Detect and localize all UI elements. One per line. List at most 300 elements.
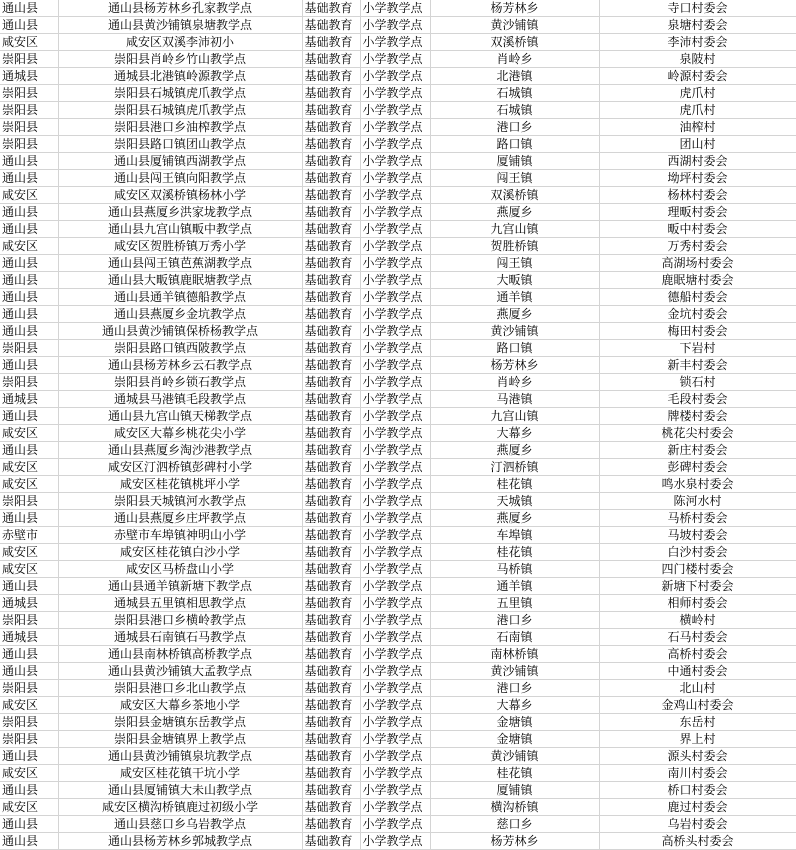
category-cell[interactable]: 基础教育: [302, 544, 360, 561]
school-name-cell[interactable]: 崇阳县港口乡横岭教学点: [58, 612, 302, 629]
type-cell[interactable]: 小学教学点: [360, 680, 430, 697]
school-name-cell[interactable]: 通山县通羊镇德船教学点: [58, 289, 302, 306]
county-cell[interactable]: 咸安区: [0, 476, 58, 493]
type-cell[interactable]: 小学教学点: [360, 612, 430, 629]
village-cell[interactable]: 横岭村: [599, 612, 796, 629]
category-cell[interactable]: 基础教育: [302, 357, 360, 374]
county-cell[interactable]: 通山县: [0, 221, 58, 238]
type-cell[interactable]: 小学教学点: [360, 255, 430, 272]
town-cell[interactable]: 通羊镇: [430, 289, 599, 306]
school-name-cell[interactable]: 咸安区双溪桥镇杨林小学: [58, 187, 302, 204]
category-cell[interactable]: 基础教育: [302, 85, 360, 102]
county-cell[interactable]: 崇阳县: [0, 85, 58, 102]
town-cell[interactable]: 厦铺镇: [430, 153, 599, 170]
type-cell[interactable]: 小学教学点: [360, 782, 430, 799]
county-cell[interactable]: 崇阳县: [0, 731, 58, 748]
type-cell[interactable]: 小学教学点: [360, 357, 430, 374]
school-name-cell[interactable]: 通山县慈口乡乌岩教学点: [58, 816, 302, 833]
town-cell[interactable]: 黄沙铺镇: [430, 323, 599, 340]
county-cell[interactable]: 咸安区: [0, 765, 58, 782]
type-cell[interactable]: 小学教学点: [360, 527, 430, 544]
type-cell[interactable]: 小学教学点: [360, 748, 430, 765]
category-cell[interactable]: 基础教育: [302, 255, 360, 272]
village-cell[interactable]: 德船村委会: [599, 289, 796, 306]
village-cell[interactable]: 源头村委会: [599, 748, 796, 765]
school-name-cell[interactable]: 咸安区双溪李沛初小: [58, 34, 302, 51]
category-cell[interactable]: 基础教育: [302, 34, 360, 51]
school-name-cell[interactable]: 崇阳县港口乡油榨教学点: [58, 119, 302, 136]
county-cell[interactable]: 崇阳县: [0, 340, 58, 357]
town-cell[interactable]: 石城镇: [430, 102, 599, 119]
type-cell[interactable]: 小学教学点: [360, 799, 430, 816]
county-cell[interactable]: 通城县: [0, 595, 58, 612]
town-cell[interactable]: 大幕乡: [430, 425, 599, 442]
county-cell[interactable]: 咸安区: [0, 34, 58, 51]
school-name-cell[interactable]: 通山县杨芳林乡郭城教学点: [58, 833, 302, 850]
town-cell[interactable]: 港口乡: [430, 680, 599, 697]
school-name-cell[interactable]: 咸安区横沟桥镇鹿过初级小学: [58, 799, 302, 816]
village-cell[interactable]: 鸣水泉村委会: [599, 476, 796, 493]
type-cell[interactable]: 小学教学点: [360, 459, 430, 476]
town-cell[interactable]: 金塘镇: [430, 731, 599, 748]
category-cell[interactable]: 基础教育: [302, 102, 360, 119]
county-cell[interactable]: 通城县: [0, 629, 58, 646]
type-cell[interactable]: 小学教学点: [360, 595, 430, 612]
type-cell[interactable]: 小学教学点: [360, 544, 430, 561]
village-cell[interactable]: 高桥村委会: [599, 646, 796, 663]
school-name-cell[interactable]: 通山县燕厦乡洪家垅教学点: [58, 204, 302, 221]
type-cell[interactable]: 小学教学点: [360, 51, 430, 68]
type-cell[interactable]: 小学教学点: [360, 425, 430, 442]
type-cell[interactable]: 小学教学点: [360, 68, 430, 85]
county-cell[interactable]: 通山县: [0, 0, 58, 17]
type-cell[interactable]: 小学教学点: [360, 493, 430, 510]
town-cell[interactable]: 厦铺镇: [430, 782, 599, 799]
village-cell[interactable]: 万秀村委会: [599, 238, 796, 255]
village-cell[interactable]: 油榨村: [599, 119, 796, 136]
category-cell[interactable]: 基础教育: [302, 510, 360, 527]
school-name-cell[interactable]: 通山县厦铺镇西湖教学点: [58, 153, 302, 170]
type-cell[interactable]: 小学教学点: [360, 153, 430, 170]
county-cell[interactable]: 通山县: [0, 442, 58, 459]
school-name-cell[interactable]: 咸安区贺胜桥镇万秀小学: [58, 238, 302, 255]
school-name-cell[interactable]: 通山县通羊镇新塘下教学点: [58, 578, 302, 595]
town-cell[interactable]: 车埠镇: [430, 527, 599, 544]
county-cell[interactable]: 咸安区: [0, 799, 58, 816]
county-cell[interactable]: 咸安区: [0, 238, 58, 255]
village-cell[interactable]: 南川村委会: [599, 765, 796, 782]
type-cell[interactable]: 小学教学点: [360, 17, 430, 34]
village-cell[interactable]: 桃花尖村委会: [599, 425, 796, 442]
type-cell[interactable]: 小学教学点: [360, 833, 430, 850]
school-name-cell[interactable]: 通山县厦铺镇大未山教学点: [58, 782, 302, 799]
school-name-cell[interactable]: 通城县北港镇岭源教学点: [58, 68, 302, 85]
village-cell[interactable]: 马坡村委会: [599, 527, 796, 544]
type-cell[interactable]: 小学教学点: [360, 697, 430, 714]
category-cell[interactable]: 基础教育: [302, 595, 360, 612]
county-cell[interactable]: 通山县: [0, 510, 58, 527]
county-cell[interactable]: 崇阳县: [0, 493, 58, 510]
school-name-cell[interactable]: 崇阳县港口乡北山教学点: [58, 680, 302, 697]
county-cell[interactable]: 咸安区: [0, 561, 58, 578]
type-cell[interactable]: 小学教学点: [360, 391, 430, 408]
town-cell[interactable]: 燕厦乡: [430, 510, 599, 527]
category-cell[interactable]: 基础教育: [302, 646, 360, 663]
town-cell[interactable]: 九宫山镇: [430, 221, 599, 238]
category-cell[interactable]: 基础教育: [302, 119, 360, 136]
county-cell[interactable]: 赤壁市: [0, 527, 58, 544]
category-cell[interactable]: 基础教育: [302, 442, 360, 459]
school-name-cell[interactable]: 通山县九宫山镇天梯教学点: [58, 408, 302, 425]
type-cell[interactable]: 小学教学点: [360, 374, 430, 391]
category-cell[interactable]: 基础教育: [302, 833, 360, 850]
village-cell[interactable]: 桥口村委会: [599, 782, 796, 799]
county-cell[interactable]: 崇阳县: [0, 51, 58, 68]
type-cell[interactable]: 小学教学点: [360, 272, 430, 289]
category-cell[interactable]: 基础教育: [302, 187, 360, 204]
village-cell[interactable]: 畈中村委会: [599, 221, 796, 238]
type-cell[interactable]: 小学教学点: [360, 816, 430, 833]
county-cell[interactable]: 崇阳县: [0, 714, 58, 731]
town-cell[interactable]: 港口乡: [430, 119, 599, 136]
type-cell[interactable]: 小学教学点: [360, 629, 430, 646]
village-cell[interactable]: 石马村委会: [599, 629, 796, 646]
county-cell[interactable]: 崇阳县: [0, 102, 58, 119]
village-cell[interactable]: 虎爪村: [599, 102, 796, 119]
category-cell[interactable]: 基础教育: [302, 51, 360, 68]
school-name-cell[interactable]: 崇阳县金塘镇界上教学点: [58, 731, 302, 748]
county-cell[interactable]: 通山县: [0, 170, 58, 187]
town-cell[interactable]: 大畈镇: [430, 272, 599, 289]
school-name-cell[interactable]: 崇阳县金塘镇东岳教学点: [58, 714, 302, 731]
type-cell[interactable]: 小学教学点: [360, 578, 430, 595]
type-cell[interactable]: 小学教学点: [360, 238, 430, 255]
type-cell[interactable]: 小学教学点: [360, 476, 430, 493]
category-cell[interactable]: 基础教育: [302, 697, 360, 714]
village-cell[interactable]: 高湖场村委会: [599, 255, 796, 272]
town-cell[interactable]: 黄沙铺镇: [430, 663, 599, 680]
county-cell[interactable]: 通山县: [0, 306, 58, 323]
town-cell[interactable]: 横沟桥镇: [430, 799, 599, 816]
school-name-cell[interactable]: 崇阳县肖岭乡锁石教学点: [58, 374, 302, 391]
school-name-cell[interactable]: 崇阳县路口镇西陂教学点: [58, 340, 302, 357]
county-cell[interactable]: 通山县: [0, 646, 58, 663]
school-name-cell[interactable]: 赤壁市车埠镇神明山小学: [58, 527, 302, 544]
village-cell[interactable]: 牌楼村委会: [599, 408, 796, 425]
school-name-cell[interactable]: 崇阳县石城镇虎爪教学点: [58, 85, 302, 102]
school-name-cell[interactable]: 通城县五里镇相思教学点: [58, 595, 302, 612]
type-cell[interactable]: 小学教学点: [360, 561, 430, 578]
town-cell[interactable]: 闯王镇: [430, 255, 599, 272]
town-cell[interactable]: 贺胜桥镇: [430, 238, 599, 255]
village-cell[interactable]: 梅田村委会: [599, 323, 796, 340]
category-cell[interactable]: 基础教育: [302, 765, 360, 782]
county-cell[interactable]: 通山县: [0, 323, 58, 340]
category-cell[interactable]: 基础教育: [302, 204, 360, 221]
type-cell[interactable]: 小学教学点: [360, 323, 430, 340]
type-cell[interactable]: 小学教学点: [360, 340, 430, 357]
type-cell[interactable]: 小学教学点: [360, 408, 430, 425]
school-name-cell[interactable]: 通山县燕厦乡金坑教学点: [58, 306, 302, 323]
type-cell[interactable]: 小学教学点: [360, 646, 430, 663]
town-cell[interactable]: 石南镇: [430, 629, 599, 646]
town-cell[interactable]: 天城镇: [430, 493, 599, 510]
town-cell[interactable]: 闯王镇: [430, 170, 599, 187]
category-cell[interactable]: 基础教育: [302, 374, 360, 391]
village-cell[interactable]: 东岳村: [599, 714, 796, 731]
category-cell[interactable]: 基础教育: [302, 459, 360, 476]
town-cell[interactable]: 通羊镇: [430, 578, 599, 595]
type-cell[interactable]: 小学教学点: [360, 119, 430, 136]
category-cell[interactable]: 基础教育: [302, 425, 360, 442]
school-name-cell[interactable]: 咸安区桂花镇干坑小学: [58, 765, 302, 782]
type-cell[interactable]: 小学教学点: [360, 136, 430, 153]
village-cell[interactable]: 杨林村委会: [599, 187, 796, 204]
village-cell[interactable]: 高桥头村委会: [599, 833, 796, 850]
village-cell[interactable]: 泉塘村委会: [599, 17, 796, 34]
school-name-cell[interactable]: 通山县南林桥镇高桥教学点: [58, 646, 302, 663]
county-cell[interactable]: 通山县: [0, 663, 58, 680]
village-cell[interactable]: 界上村: [599, 731, 796, 748]
school-name-cell[interactable]: 咸安区桂花镇桃坪小学: [58, 476, 302, 493]
town-cell[interactable]: 慈口乡: [430, 816, 599, 833]
category-cell[interactable]: 基础教育: [302, 527, 360, 544]
county-cell[interactable]: 通山县: [0, 357, 58, 374]
town-cell[interactable]: 肖岭乡: [430, 51, 599, 68]
category-cell[interactable]: 基础教育: [302, 816, 360, 833]
category-cell[interactable]: 基础教育: [302, 748, 360, 765]
county-cell[interactable]: 通山县: [0, 153, 58, 170]
school-name-cell[interactable]: 通城县石南镇石马教学点: [58, 629, 302, 646]
county-cell[interactable]: 崇阳县: [0, 612, 58, 629]
category-cell[interactable]: 基础教育: [302, 153, 360, 170]
town-cell[interactable]: 南林桥镇: [430, 646, 599, 663]
county-cell[interactable]: 通山县: [0, 204, 58, 221]
town-cell[interactable]: 北港镇: [430, 68, 599, 85]
village-cell[interactable]: 坳坪村委会: [599, 170, 796, 187]
school-name-cell[interactable]: 通山县闯王镇芭蕉湖教学点: [58, 255, 302, 272]
school-name-cell[interactable]: 崇阳县路口镇团山教学点: [58, 136, 302, 153]
school-name-cell[interactable]: 咸安区马桥盘山小学: [58, 561, 302, 578]
school-name-cell[interactable]: 咸安区汀泗桥镇彭碑村小学: [58, 459, 302, 476]
town-cell[interactable]: 肖岭乡: [430, 374, 599, 391]
village-cell[interactable]: 新塘下村委会: [599, 578, 796, 595]
town-cell[interactable]: 燕厦乡: [430, 306, 599, 323]
county-cell[interactable]: 通城县: [0, 391, 58, 408]
village-cell[interactable]: 团山村: [599, 136, 796, 153]
town-cell[interactable]: 马桥镇: [430, 561, 599, 578]
category-cell[interactable]: 基础教育: [302, 238, 360, 255]
village-cell[interactable]: 毛段村委会: [599, 391, 796, 408]
county-cell[interactable]: 咸安区: [0, 544, 58, 561]
school-name-cell[interactable]: 咸安区桂花镇白沙小学: [58, 544, 302, 561]
county-cell[interactable]: 通山县: [0, 272, 58, 289]
town-cell[interactable]: 港口乡: [430, 612, 599, 629]
school-name-cell[interactable]: 通山县杨芳林乡孔家教学点: [58, 0, 302, 17]
town-cell[interactable]: 马港镇: [430, 391, 599, 408]
county-cell[interactable]: 通山县: [0, 578, 58, 595]
town-cell[interactable]: 燕厦乡: [430, 204, 599, 221]
category-cell[interactable]: 基础教育: [302, 680, 360, 697]
town-cell[interactable]: 九宫山镇: [430, 408, 599, 425]
town-cell[interactable]: 金塘镇: [430, 714, 599, 731]
village-cell[interactable]: 金坑村委会: [599, 306, 796, 323]
category-cell[interactable]: 基础教育: [302, 714, 360, 731]
school-name-cell[interactable]: 通山县闯王镇向阳教学点: [58, 170, 302, 187]
town-cell[interactable]: 燕厦乡: [430, 442, 599, 459]
town-cell[interactable]: 杨芳林乡: [430, 357, 599, 374]
type-cell[interactable]: 小学教学点: [360, 187, 430, 204]
type-cell[interactable]: 小学教学点: [360, 510, 430, 527]
school-name-cell[interactable]: 通山县黄沙铺镇泉塘教学点: [58, 17, 302, 34]
category-cell[interactable]: 基础教育: [302, 68, 360, 85]
village-cell[interactable]: 乌岩村委会: [599, 816, 796, 833]
county-cell[interactable]: 崇阳县: [0, 680, 58, 697]
town-cell[interactable]: 桂花镇: [430, 765, 599, 782]
type-cell[interactable]: 小学教学点: [360, 85, 430, 102]
category-cell[interactable]: 基础教育: [302, 289, 360, 306]
category-cell[interactable]: 基础教育: [302, 391, 360, 408]
category-cell[interactable]: 基础教育: [302, 578, 360, 595]
county-cell[interactable]: 咸安区: [0, 459, 58, 476]
county-cell[interactable]: 通山县: [0, 816, 58, 833]
school-name-cell[interactable]: 咸安区大幕乡桃花尖小学: [58, 425, 302, 442]
category-cell[interactable]: 基础教育: [302, 493, 360, 510]
village-cell[interactable]: 虎爪村: [599, 85, 796, 102]
county-cell[interactable]: 崇阳县: [0, 119, 58, 136]
school-name-cell[interactable]: 通山县燕厦乡淘沙港教学点: [58, 442, 302, 459]
village-cell[interactable]: 锁石村: [599, 374, 796, 391]
type-cell[interactable]: 小学教学点: [360, 204, 430, 221]
type-cell[interactable]: 小学教学点: [360, 306, 430, 323]
village-cell[interactable]: 相师村委会: [599, 595, 796, 612]
category-cell[interactable]: 基础教育: [302, 323, 360, 340]
town-cell[interactable]: 路口镇: [430, 136, 599, 153]
village-cell[interactable]: 陈河水村: [599, 493, 796, 510]
village-cell[interactable]: 寺口村委会: [599, 0, 796, 17]
town-cell[interactable]: 桂花镇: [430, 544, 599, 561]
village-cell[interactable]: 李沛村委会: [599, 34, 796, 51]
category-cell[interactable]: 基础教育: [302, 782, 360, 799]
county-cell[interactable]: 通山县: [0, 748, 58, 765]
type-cell[interactable]: 小学教学点: [360, 714, 430, 731]
town-cell[interactable]: 五里镇: [430, 595, 599, 612]
village-cell[interactable]: 岭源村委会: [599, 68, 796, 85]
village-cell[interactable]: 北山村: [599, 680, 796, 697]
category-cell[interactable]: 基础教育: [302, 170, 360, 187]
school-name-cell[interactable]: 通山县大畈镇鹿眠塘教学点: [58, 272, 302, 289]
type-cell[interactable]: 小学教学点: [360, 221, 430, 238]
county-cell[interactable]: 通山县: [0, 833, 58, 850]
school-name-cell[interactable]: 通城县马港镇毛段教学点: [58, 391, 302, 408]
category-cell[interactable]: 基础教育: [302, 561, 360, 578]
type-cell[interactable]: 小学教学点: [360, 170, 430, 187]
county-cell[interactable]: 通山县: [0, 289, 58, 306]
village-cell[interactable]: 西湖村委会: [599, 153, 796, 170]
type-cell[interactable]: 小学教学点: [360, 0, 430, 17]
town-cell[interactable]: 杨芳林乡: [430, 0, 599, 17]
county-cell[interactable]: 通山县: [0, 408, 58, 425]
type-cell[interactable]: 小学教学点: [360, 289, 430, 306]
type-cell[interactable]: 小学教学点: [360, 442, 430, 459]
village-cell[interactable]: 理畈村委会: [599, 204, 796, 221]
town-cell[interactable]: 黄沙铺镇: [430, 17, 599, 34]
town-cell[interactable]: 双溪桥镇: [430, 187, 599, 204]
village-cell[interactable]: 新丰村委会: [599, 357, 796, 374]
category-cell[interactable]: 基础教育: [302, 340, 360, 357]
type-cell[interactable]: 小学教学点: [360, 34, 430, 51]
school-name-cell[interactable]: 崇阳县肖岭乡竹山教学点: [58, 51, 302, 68]
village-cell[interactable]: 泉陂村: [599, 51, 796, 68]
town-cell[interactable]: 石城镇: [430, 85, 599, 102]
category-cell[interactable]: 基础教育: [302, 0, 360, 17]
school-name-cell[interactable]: 通山县黄沙铺镇泉坑教学点: [58, 748, 302, 765]
category-cell[interactable]: 基础教育: [302, 629, 360, 646]
county-cell[interactable]: 咸安区: [0, 187, 58, 204]
county-cell[interactable]: 咸安区: [0, 425, 58, 442]
town-cell[interactable]: 杨芳林乡: [430, 833, 599, 850]
school-name-cell[interactable]: 通山县黄沙铺镇保桥杨教学点: [58, 323, 302, 340]
county-cell[interactable]: 崇阳县: [0, 374, 58, 391]
school-name-cell[interactable]: 通山县燕厦乡庄坪教学点: [58, 510, 302, 527]
town-cell[interactable]: 桂花镇: [430, 476, 599, 493]
school-name-cell[interactable]: 通山县九宫山镇畈中教学点: [58, 221, 302, 238]
village-cell[interactable]: 鹿眠塘村委会: [599, 272, 796, 289]
village-cell[interactable]: 金鸡山村委会: [599, 697, 796, 714]
type-cell[interactable]: 小学教学点: [360, 663, 430, 680]
category-cell[interactable]: 基础教育: [302, 612, 360, 629]
category-cell[interactable]: 基础教育: [302, 221, 360, 238]
village-cell[interactable]: 四门楼村委会: [599, 561, 796, 578]
category-cell[interactable]: 基础教育: [302, 799, 360, 816]
village-cell[interactable]: 鹿过村委会: [599, 799, 796, 816]
village-cell[interactable]: 中通村委会: [599, 663, 796, 680]
category-cell[interactable]: 基础教育: [302, 663, 360, 680]
village-cell[interactable]: 白沙村委会: [599, 544, 796, 561]
type-cell[interactable]: 小学教学点: [360, 731, 430, 748]
town-cell[interactable]: 双溪桥镇: [430, 34, 599, 51]
type-cell[interactable]: 小学教学点: [360, 765, 430, 782]
category-cell[interactable]: 基础教育: [302, 136, 360, 153]
school-name-cell[interactable]: 咸安区大幕乡茶地小学: [58, 697, 302, 714]
school-name-cell[interactable]: 崇阳县石城镇虎爪教学点: [58, 102, 302, 119]
town-cell[interactable]: 汀泗桥镇: [430, 459, 599, 476]
county-cell[interactable]: 通山县: [0, 255, 58, 272]
town-cell[interactable]: 大幕乡: [430, 697, 599, 714]
category-cell[interactable]: 基础教育: [302, 408, 360, 425]
category-cell[interactable]: 基础教育: [302, 272, 360, 289]
category-cell[interactable]: 基础教育: [302, 731, 360, 748]
village-cell[interactable]: 下岩村: [599, 340, 796, 357]
county-cell[interactable]: 崇阳县: [0, 136, 58, 153]
village-cell[interactable]: 马桥村委会: [599, 510, 796, 527]
school-name-cell[interactable]: 通山县黄沙铺镇大孟教学点: [58, 663, 302, 680]
category-cell[interactable]: 基础教育: [302, 17, 360, 34]
school-name-cell[interactable]: 通山县杨芳林乡云石教学点: [58, 357, 302, 374]
town-cell[interactable]: 路口镇: [430, 340, 599, 357]
town-cell[interactable]: 黄沙铺镇: [430, 748, 599, 765]
school-name-cell[interactable]: 崇阳县天城镇河水教学点: [58, 493, 302, 510]
type-cell[interactable]: 小学教学点: [360, 102, 430, 119]
county-cell[interactable]: 通城县: [0, 68, 58, 85]
village-cell[interactable]: 新庄村委会: [599, 442, 796, 459]
category-cell[interactable]: 基础教育: [302, 476, 360, 493]
county-cell[interactable]: 咸安区: [0, 697, 58, 714]
county-cell[interactable]: 通山县: [0, 782, 58, 799]
county-cell[interactable]: 通山县: [0, 17, 58, 34]
category-cell[interactable]: 基础教育: [302, 306, 360, 323]
village-cell[interactable]: 彭碑村委会: [599, 459, 796, 476]
